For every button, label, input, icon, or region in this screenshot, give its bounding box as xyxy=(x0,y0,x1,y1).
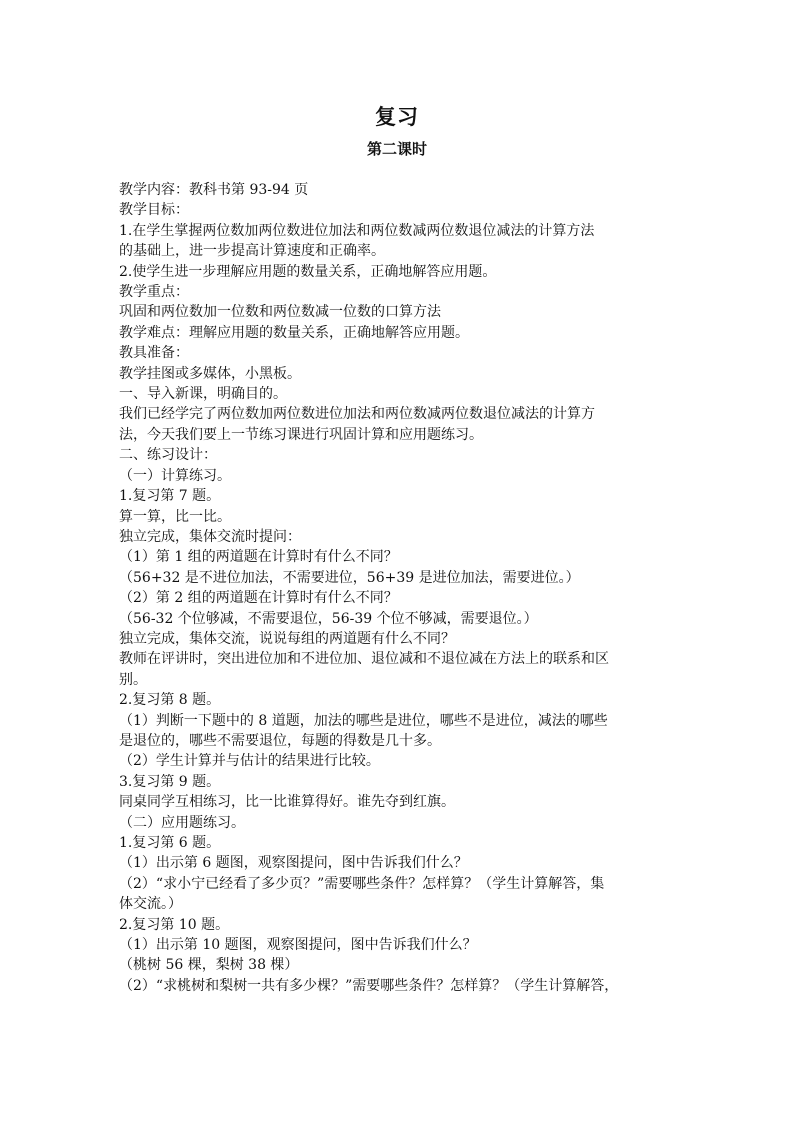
text-line: 我们已经学完了两位数加两位数进位加法和两位数减两位数退位减法的计算方 xyxy=(119,406,595,423)
text-line: 独立完成，集体交流时提问： xyxy=(119,528,301,545)
text-line: 体交流。） xyxy=(119,896,182,913)
text-line: 的基础上，进一步提高计算速度和正确率。 xyxy=(119,243,385,260)
text-line: 法，今天我们要上一节练习课进行巩固计算和应用题练习。 xyxy=(119,426,483,443)
text-line: （2）“求小宁已经看了多少页？”需要哪些条件？怎样算？（学生计算解答，集 xyxy=(119,875,605,892)
text-line: （56+32 是不进位加法，不需要进位，56+39 是进位加法，需要进位。） xyxy=(119,569,580,586)
document-body xyxy=(119,180,679,996)
document-title: 复习 xyxy=(375,104,419,129)
text-line: 二、练习设计： xyxy=(119,447,217,464)
text-line: 2.使学生进一步理解应用题的数量关系，正确地解答应用题。 xyxy=(119,263,497,280)
text-line: （1）出示第 10 题图，观察图提问，图中告诉我们什么？ xyxy=(119,937,477,954)
text-line: （1）出示第 6 题图，观察图提问，图中告诉我们什么？ xyxy=(119,855,468,872)
text-line: 教师在评讲时，突出进位加和不进位加、退位减和不退位减在方法上的联系和区 xyxy=(119,651,609,668)
text-line: （2）第 2 组的两道题在计算时有什么不同？ xyxy=(119,590,398,607)
text-line: （2）“求桃树和梨树一共有多少棵？”需要哪些条件？怎样算？（学生计算解答， xyxy=(119,977,619,994)
text-line: 是退位的，哪些不需要退位，每题的得数是几十多。 xyxy=(119,732,441,749)
text-line: 一、导入新课，明确目的。 xyxy=(119,386,287,403)
text-line: 巩固和两位数加一位数和两位数减一位数的口算方法 xyxy=(119,304,441,321)
text-line: （1）判断一下题中的 8 道题，加法的哪些是进位，哪些不是进位，减法的哪些 xyxy=(119,712,608,729)
text-line: 2.复习第 10 题。 xyxy=(119,916,230,933)
text-line: 教学难点：理解应用题的数量关系，正确地解答应用题。 xyxy=(119,324,469,341)
text-line: 教具准备： xyxy=(119,345,189,362)
text-line: 3.复习第 9 题。 xyxy=(119,773,221,790)
text-line: 算一算，比一比。 xyxy=(119,508,231,525)
text-line: 教学重点： xyxy=(119,284,189,301)
text-line: 1.在学生掌握两位数加两位数进位加法和两位数减两位数退位减法的计算方法 xyxy=(119,222,595,239)
text-line: 1.复习第 6 题。 xyxy=(119,835,221,851)
text-line: （56-32 个位够减，不需要退位，56-39 个位不够减，需要退位。） xyxy=(119,610,538,627)
text-line: （桃树 56 棵，梨树 38 棵） xyxy=(119,957,299,974)
text-line: 2.复习第 8 题。 xyxy=(119,692,221,709)
text-line: 1.复习第 7 题。 xyxy=(119,488,221,505)
text-line: （1）第 1 组的两道题在计算时有什么不同？ xyxy=(119,549,398,566)
document-subtitle: 第二课时 xyxy=(366,140,427,158)
text-line: 别。 xyxy=(119,671,147,688)
text-line: 独立完成，集体交流，说说每组的两道题有什么不同？ xyxy=(119,630,455,647)
text-line: （2）学生计算并与估计的结果进行比较。 xyxy=(119,753,380,770)
text-line: 教学内容：教科书第 93-94 页 xyxy=(119,182,309,198)
text-line: 同桌同学互相练习，比一比谁算得好。谁先夺到红旗。 xyxy=(119,794,455,811)
text-line: （二）应用题练习。 xyxy=(119,814,245,831)
text-line: （一）计算练习。 xyxy=(119,467,231,484)
text-line: 教学目标： xyxy=(119,202,189,219)
text-line: 教学挂图或多媒体，小黑板。 xyxy=(119,365,301,382)
